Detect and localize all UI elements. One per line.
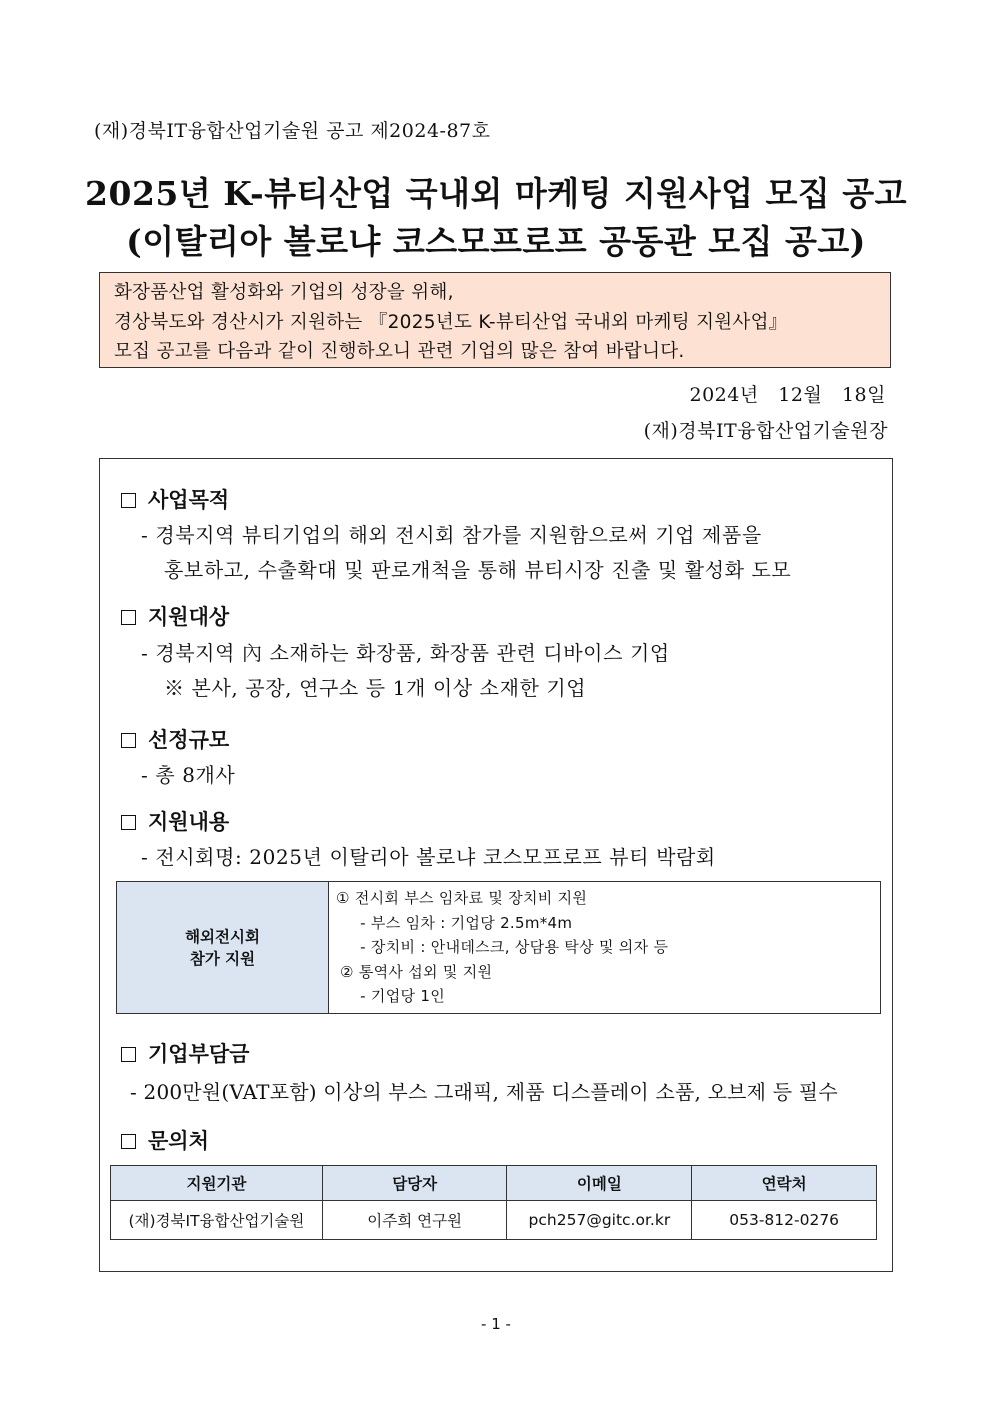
section-heading-text: 사업목적	[148, 487, 230, 512]
checkbox-icon	[121, 493, 136, 508]
support-table-items	[329, 882, 880, 1013]
section-heading-target	[121, 601, 229, 631]
support-table	[116, 881, 881, 1014]
section-heading-text: 기업부담금	[148, 1041, 250, 1066]
column-header: 담당자	[322, 1166, 507, 1201]
support-item: - 장치비 : 안내데스크, 상담용 탁상 및 의자 등	[350, 938, 669, 956]
issuer: (재)경북IT융합산업기술원장	[643, 420, 888, 442]
phone-cell: 053-812-0276	[692, 1201, 877, 1240]
support-item: - 부스 임차 : 기업당 2.5m*4m	[350, 913, 573, 932]
table-row	[111, 1201, 877, 1240]
page-title: 2025년 K-뷰티산업 국내외 마케팅 지원사업 모집 공고	[85, 174, 907, 213]
burden-line: - 200만원(VAT포함) 이상의 부스 그래픽, 제품 디스플레이 소품, 오브제 등 필수	[130, 1080, 838, 1104]
label-line: 참가 지원	[189, 949, 256, 968]
notice-number: (재)경북IT융합산업기술원 공고 제2024-87호	[94, 120, 491, 142]
support-table-label	[117, 882, 329, 1013]
checkbox-icon	[121, 610, 136, 625]
column-header: 이메일	[507, 1166, 692, 1201]
intro-line: 경상북도와 경산시가 지원하는 『2025년도 K-뷰티산업 국내외 마케팅 지원사업』	[114, 311, 788, 333]
column-header: 연락처	[692, 1166, 877, 1201]
scale-line: - 총 8개사	[141, 763, 236, 787]
target-note: ※ 본사, 공장, 연구소 등 1개 이상 소재한 기업	[164, 676, 587, 700]
section-heading-text: 문의처	[148, 1128, 209, 1153]
column-header: 지원기관	[111, 1166, 323, 1201]
announcement-date: 2024년 12월 18일	[689, 384, 886, 406]
page-number: - 1 -	[481, 1315, 511, 1333]
label-line: 해외전시회	[185, 927, 260, 946]
purpose-line: - 경북지역 뷰티기업의 해외 전시회 참가를 지원함으로써 기업 제품을	[141, 523, 762, 547]
section-heading-content	[121, 806, 229, 836]
section-heading-text: 선정규모	[148, 727, 230, 752]
intro-box	[99, 272, 891, 368]
section-heading-text: 지원내용	[148, 809, 230, 834]
checkbox-icon	[121, 733, 136, 748]
checkbox-icon	[121, 1134, 136, 1149]
content-line: - 전시회명: 2025년 이탈리아 볼로냐 코스모프로프 뷰티 박람회	[141, 845, 716, 869]
section-heading-scale	[121, 724, 229, 754]
section-heading-purpose	[121, 484, 229, 514]
email-cell[interactable]: pch257@gitc.or.kr	[507, 1201, 692, 1240]
table-cell: 이주희 연구원	[322, 1201, 507, 1240]
support-item: ② 통역사 섭외 및 지원	[340, 962, 493, 981]
table-cell: (재)경북IT융합산업기술원	[111, 1201, 323, 1240]
purpose-line: 홍보하고, 수출확대 및 판로개척을 통해 뷰티시장 진출 및 활성화 도모	[164, 558, 792, 582]
support-item: - 기업당 1인	[350, 987, 445, 1005]
checkbox-icon	[121, 815, 136, 830]
checkbox-icon	[121, 1047, 136, 1062]
intro-line: 화장품산업 활성화와 기업의 성장을 위해,	[114, 282, 454, 303]
support-item: ① 전시회 부스 임차료 및 장치비 지원	[336, 889, 588, 907]
section-heading-text: 지원대상	[148, 604, 230, 629]
page-subtitle: (이탈리아 볼로냐 코스모프로프 공동관 모집 공고)	[126, 222, 866, 261]
target-line: - 경북지역 內 소재하는 화장품, 화장품 관련 디바이스 기업	[141, 641, 670, 665]
section-heading-contact	[121, 1125, 209, 1155]
section-heading-burden	[121, 1038, 249, 1068]
intro-line: 모집 공고를 다음과 같이 진행하오니 관련 기업의 많은 참여 바랍니다.	[114, 341, 685, 362]
table-header-row	[111, 1166, 877, 1201]
contact-table	[110, 1165, 877, 1240]
